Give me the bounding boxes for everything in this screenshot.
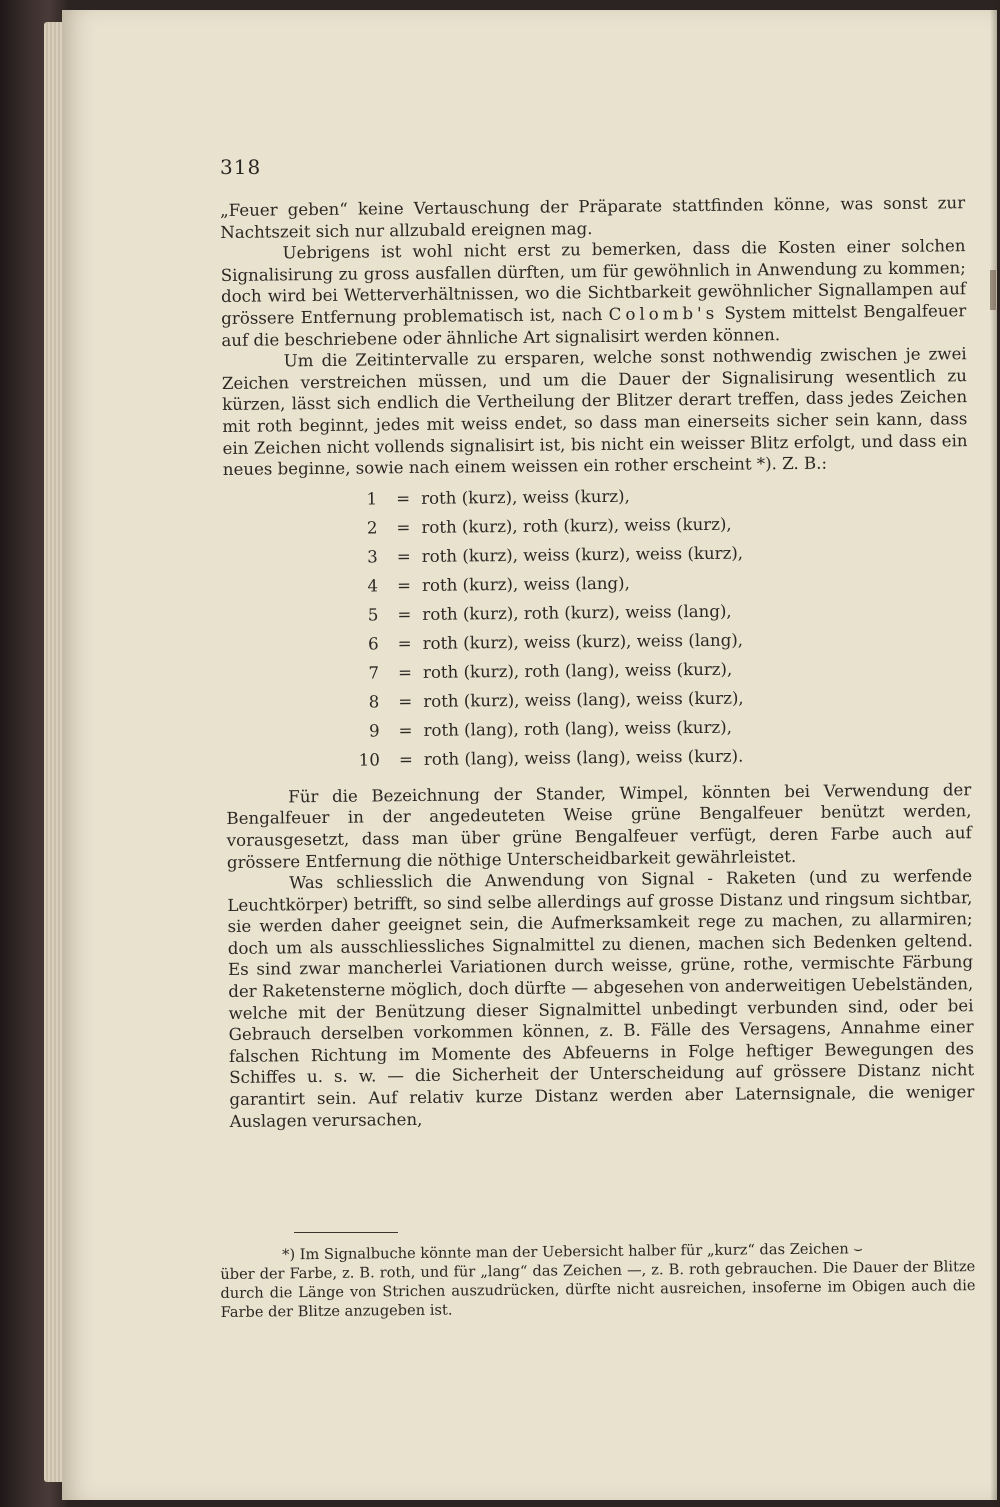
signal-equals: = (398, 750, 413, 770)
footnote-line-1: *) Im Signalbuche könnte man der Uebersicht halber für „kurz“ das Zeichen ⌣ (282, 1240, 864, 1264)
paragraph-3: Um die Zeitintervalle zu ersparen, welche sonst nothwendig zwischen je zwei Zeichen verstreichen müssen, und um die Dauer der Signalisirung wesentlich zu kürzen, lässt sich endlich die Vertheilung der Blitzer derart treffen, dass jedes Zeichen mit roth beginnt, jedes mit weiss endet, so dass man einerseits sicher sein kann, dass ein Zeichen nicht vollends signalisirt ist, bis nicht ein weisser Blitz erfolgt, und dass ein neues beginne, sowie nach einem weissen ein rother erscheint *). Z. B.: (221, 344, 968, 480)
signal-equals: = (397, 663, 413, 683)
signal-number: 9 (368, 721, 380, 741)
signal-number: 7 (368, 663, 380, 683)
paragraph-2-part-a: Uebrigens ist wohl nicht erst zu bemerken, dass die Kosten einer solchen Signalisirung zu gross ausfallen dürften, um für gewöhnlich in Anwendung zu kommen; doch wird bei Wetterverhältnissen, wo die Sichtbarkeit gewöhnlicher Signallampen auf grössere Entfernung problematisch ist, nach (220, 236, 967, 328)
signal-table (351, 481, 745, 775)
signal-equals: = (396, 518, 411, 538)
signal-sequence: roth (kurz), roth (kurz), weiss (lang), (422, 602, 732, 625)
body-text (220, 192, 975, 1132)
signal-number: 4 (367, 576, 379, 596)
signal-row (353, 713, 745, 746)
signal-row (352, 597, 744, 630)
signal-sequence: roth (kurz), roth (kurz), weiss (kurz), (421, 515, 732, 538)
signal-sequence: roth (kurz), weiss (kurz), weiss (kurz), (421, 543, 744, 567)
page-right-edge-shadow (990, 0, 1000, 1507)
signal-sequence: roth (kurz), roth (lang), weiss (kurz), (422, 660, 733, 683)
signal-row (353, 655, 745, 688)
footnote (220, 1238, 976, 1322)
signal-equals: = (397, 576, 412, 596)
book-page (62, 10, 997, 1500)
signal-number: 2 (366, 518, 378, 538)
signal-sequence: roth (kurz), weiss (lang), weiss (kurz), (423, 688, 744, 712)
signal-equals: = (398, 721, 413, 741)
paragraph-1: „Feuer geben“ keine Vertauschung der Präparate stattfinden könne, was sonst zur Nachtszeit sich nur allzubald ereignen mag. (220, 193, 966, 242)
paragraph-5: Was schliesslich die Anwendung von Signal - Raketen (und zu werfende Leuchtkörper) betrifft, so sind selbe allerdings auf grosse Distanz und ringsum sichtbar, sie werden daher geeignet sein, die Aufmerksamkeit rege zu machen, zu allarmiren; doch um als ausschliessliches Signalmittel zu dienen, machen sich Bedenken geltend. Es sind zwar mancherlei Variationen durch weisse, grüne, rothe, vermischte Färbung der Raketensterne möglich, doch dürfte — abgesehen von anderweitigen Uebelständen, welche mit der Benützung dieser Signalmittel unbedingt verbunden sind, oder bei Gebrauch derselben vorkommen können, z. B. Fälle des Versagens, Annahme einer falschen Richtung im Momente des Abfeuerns in Folge heftiger Bewegungen des Schiffes u. s. w. — die Sicherheit der Unterscheidung auf grössere Distanz nicht garantirt sein. Auf relativ kurze Distanz werden aber Laternsignale, die weniger Auslagen verursachen, (227, 866, 975, 1131)
signal-equals: = (397, 605, 412, 625)
signal-number: 8 (368, 692, 380, 712)
paragraph-2-part-b: System mittelst Bengalfeuer auf die beschriebene oder ähnliche Art signalisirt werden können. (221, 301, 967, 350)
signal-row (351, 510, 743, 543)
signal-row (351, 481, 743, 514)
author-name-colomb: Colomb's (608, 303, 719, 324)
signal-sequence: roth (kurz), weiss (lang), (421, 574, 630, 596)
signal-row (353, 684, 745, 717)
signal-sequence: roth (kurz), weiss (kurz), (421, 487, 630, 509)
edge-stain (990, 270, 996, 310)
signal-equals: = (397, 634, 412, 654)
signal-number: 6 (367, 634, 379, 654)
signal-equals: = (396, 547, 411, 567)
signal-sequence: roth (lang), weiss (lang), weiss (kurz). (423, 746, 744, 770)
signal-sequence: roth (kurz), weiss (kurz), weiss (lang), (422, 630, 744, 654)
signal-row (352, 539, 744, 572)
signal-row (353, 626, 745, 659)
signal-number: 5 (367, 605, 379, 625)
signal-row (354, 742, 746, 775)
signal-row (352, 568, 744, 601)
signal-equals: = (398, 692, 413, 712)
footnote-line-2: über der Farbe, z. B. roth, und für „lang“ das Zeichen —, z. B. roth gebrauchen. Die Dauer der Blitze durch die Länge von Strichen auszudrücken, dürfte nicht ausreichen, insoferne im Obigen auch die Farbe der Blitze anzugeben ist. (220, 1258, 976, 1321)
signal-number: 1 (366, 489, 378, 509)
signal-sequence: roth (lang), roth (lang), weiss (kurz), (423, 718, 733, 741)
signal-equals: = (396, 489, 411, 509)
signal-number: 3 (367, 547, 378, 567)
page-number: 318 (220, 155, 262, 179)
signal-number: 10 (358, 750, 380, 770)
paragraph-4: Für die Bezeichnung der Stander, Wimpel, könnten bei Verwendung der Bengalfeuer in der angedeuteten Weise grüne Bengalfeuer benützt werden, vorausgesetzt, dass man über grüne Bengalfeuer verfügt, deren Farbe auch auf grössere Entfernung die nöthige Unterscheidbarkeit gewährleistet. (226, 779, 972, 872)
paragraph-2 (220, 235, 966, 351)
footnote-divider (294, 1232, 398, 1233)
